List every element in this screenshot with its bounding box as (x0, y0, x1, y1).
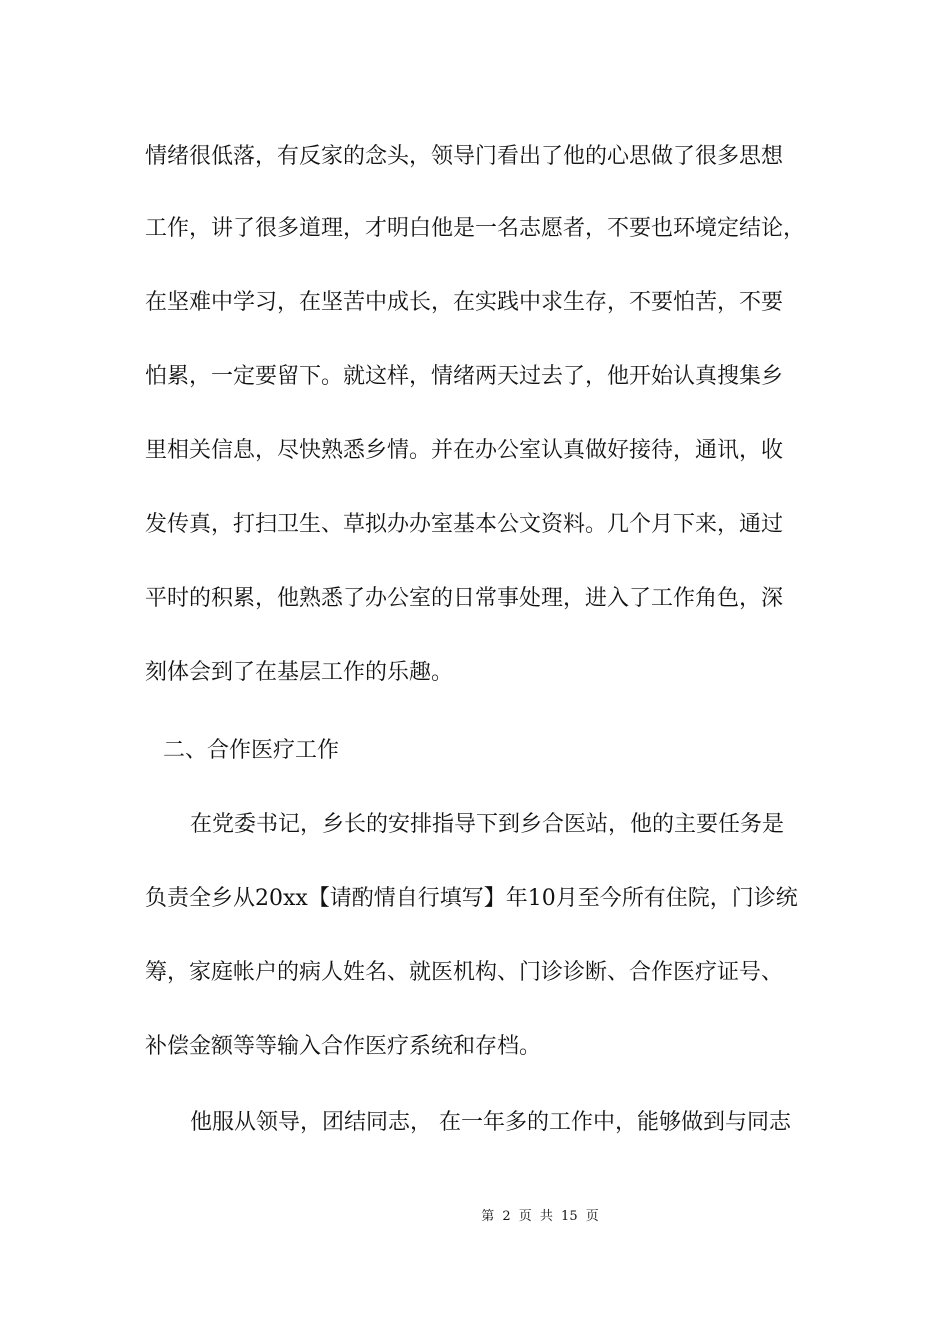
paragraph-first-line: 在党委书记，乡长的安排指导下到乡合医站，他的主要任务是 (190, 812, 785, 837)
text-line: 刻体会到了在基层工作的乐趣。 (145, 660, 454, 685)
text-line: 筹，家庭帐户的病人姓名、就医机构、门诊诊断、合作医疗证号、 (145, 960, 784, 985)
text-line: 工作，讲了很多道理，才明白他是一名志愿者，不要也环境定结论， (145, 216, 806, 241)
text-line: 平时的积累，他熟悉了办公室的日常事处理，进入了工作角色，深 (145, 586, 784, 611)
text-line: 在坚难中学习，在坚苦中成长，在实践中求生存，不要怕苦，不要 (145, 290, 784, 315)
text-line: 里相关信息，尽快熟悉乡情。并在办公室认真做好接待，通讯，收 (145, 438, 784, 463)
page-footer: 第 2 页 共 15 页 (481, 1209, 599, 1224)
text-line: 负责全乡从20xx【请酌情自行填写】年10月至今所有住院，门诊统 (145, 886, 798, 911)
text-line: 情绪很低落，有反家的念头，领导门看出了他的心思做了很多思想 (145, 144, 784, 169)
text-line: 发传真，打扫卫生、草拟办办室基本公文资料。几个月下来，通过 (145, 512, 784, 537)
paragraph-first-line: 他服从领导，团结同志， 在一年多的工作中，能够做到与同志 (190, 1110, 791, 1135)
text-line: 怕累，一定要留下。就这样，情绪两天过去了，他开始认真搜集乡 (145, 364, 784, 389)
text-line: 补偿金额等等输入合作医疗系统和存档。 (145, 1034, 542, 1059)
section-heading: 二、合作医疗工作 (163, 738, 340, 763)
